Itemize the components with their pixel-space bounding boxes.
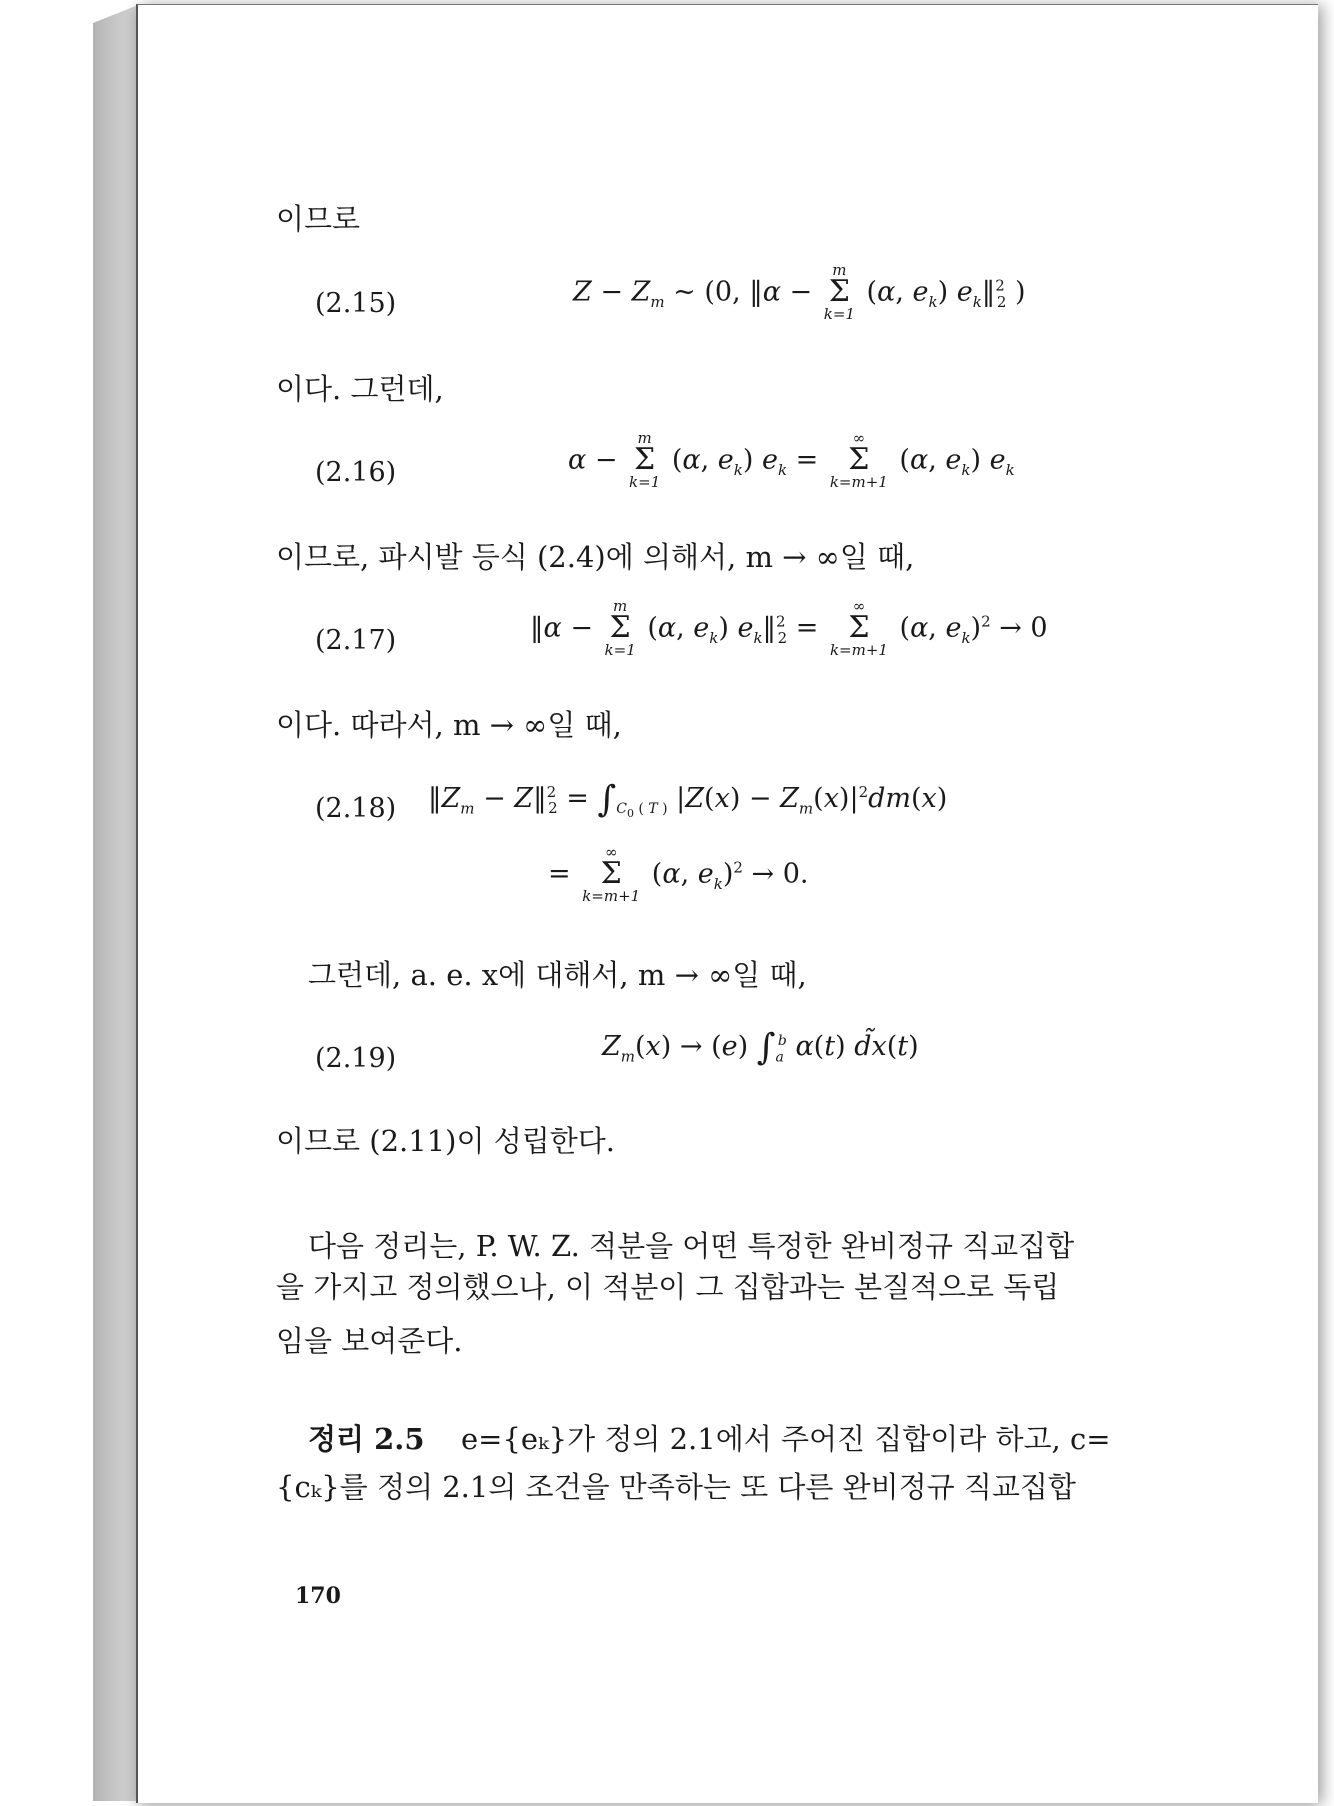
equation-number-2-17: (2.17) (315, 625, 397, 656)
summation-symbol: ∞ Σ k=m+1 (829, 597, 888, 659)
book-spine-corner (93, 5, 138, 23)
theorem-text-1: e={eₖ}가 정의 2.1에서 주어진 집합이라 하고, c= (461, 1422, 1111, 1456)
text-line-5: 그런데, a. e. x에 대해서, m → ∞일 때, (308, 958, 807, 992)
book-page (136, 4, 1318, 1803)
paragraph-line-2: 을 가지고 정의했으나, 이 적분이 그 집합과는 본질적으로 독립 (276, 1270, 1060, 1304)
equation-number-2-18: (2.18) (315, 793, 397, 824)
text-line-3: 이므로, 파시발 등식 (2.4)에 의해서, m → ∞일 때, (276, 540, 915, 574)
equation-2-15: $Z - Z_m$ ~ (0, ‖α − m Σ k=1 (α, $e_k$) $e_k‖^2_2$ ) (573, 261, 1026, 323)
text-line-6: 이므로 (2.11)이 성립한다. (276, 1124, 615, 1158)
page-number: 170 (295, 1583, 341, 1609)
equation-2-18-line-2: = ∞ Σ k=m+1 (α, $e_k)^2 \to 0$. (548, 843, 809, 905)
equation-2-18-line-1: $‖Z_m$ − Z‖$^2_2$ = $\int_{C_0 ( T )}$ $|Z(x) - Z_m(x)|^2dm(x)$ (428, 779, 948, 821)
equation-number-2-16: (2.16) (315, 457, 397, 488)
equation-number-2-15: (2.15) (315, 288, 397, 319)
equation-number-2-19: (2.19) (315, 1043, 397, 1074)
theorem-label: 정리 2.5 (308, 1422, 425, 1456)
summation-symbol: ∞ Σ k=m+1 (582, 843, 641, 905)
text-line-4: 이다. 따라서, m → ∞일 때, (276, 708, 622, 742)
equation-2-16: α − m Σ k=1 (α, $e_k$) $e_k$ = ∞ Σ k=m+1 (α, $e_k$) $e_k$ (568, 429, 1015, 491)
text-line-1: 이므로 (276, 202, 361, 236)
text-line-2: 이다. 그런데, (276, 372, 444, 406)
summation-symbol: m Σ k=1 (629, 429, 661, 491)
equation-2-19: $Z_m(x) \to (e)$ $\int_a^b$ α(t) d̃x(t) (602, 1027, 919, 1068)
summation-symbol: m Σ k=1 (823, 261, 855, 323)
summation-symbol: ∞ Σ k=m+1 (829, 429, 888, 491)
paragraph-line-3: 임을 보여준다. (276, 1324, 463, 1358)
equation-2-17: ‖α − m Σ k=1 (α, $e_k$) $e_k‖^2_2$ = ∞ Σ k=m+1 (α, $e_k)^2 \to 0$ (530, 597, 1048, 659)
theorem-line-2: {cₖ}를 정의 2.1의 조건을 만족하는 또 다른 완비정규 직교집합 (276, 1470, 1076, 1504)
book-spine (93, 5, 138, 1801)
paragraph-line-1: 다음 정리는, P. W. Z. 적분을 어떤 특정한 완비정규 직교집합 (308, 1229, 1075, 1263)
summation-symbol: m Σ k=1 (604, 597, 636, 659)
theorem-line-1 (308, 1422, 1111, 1456)
